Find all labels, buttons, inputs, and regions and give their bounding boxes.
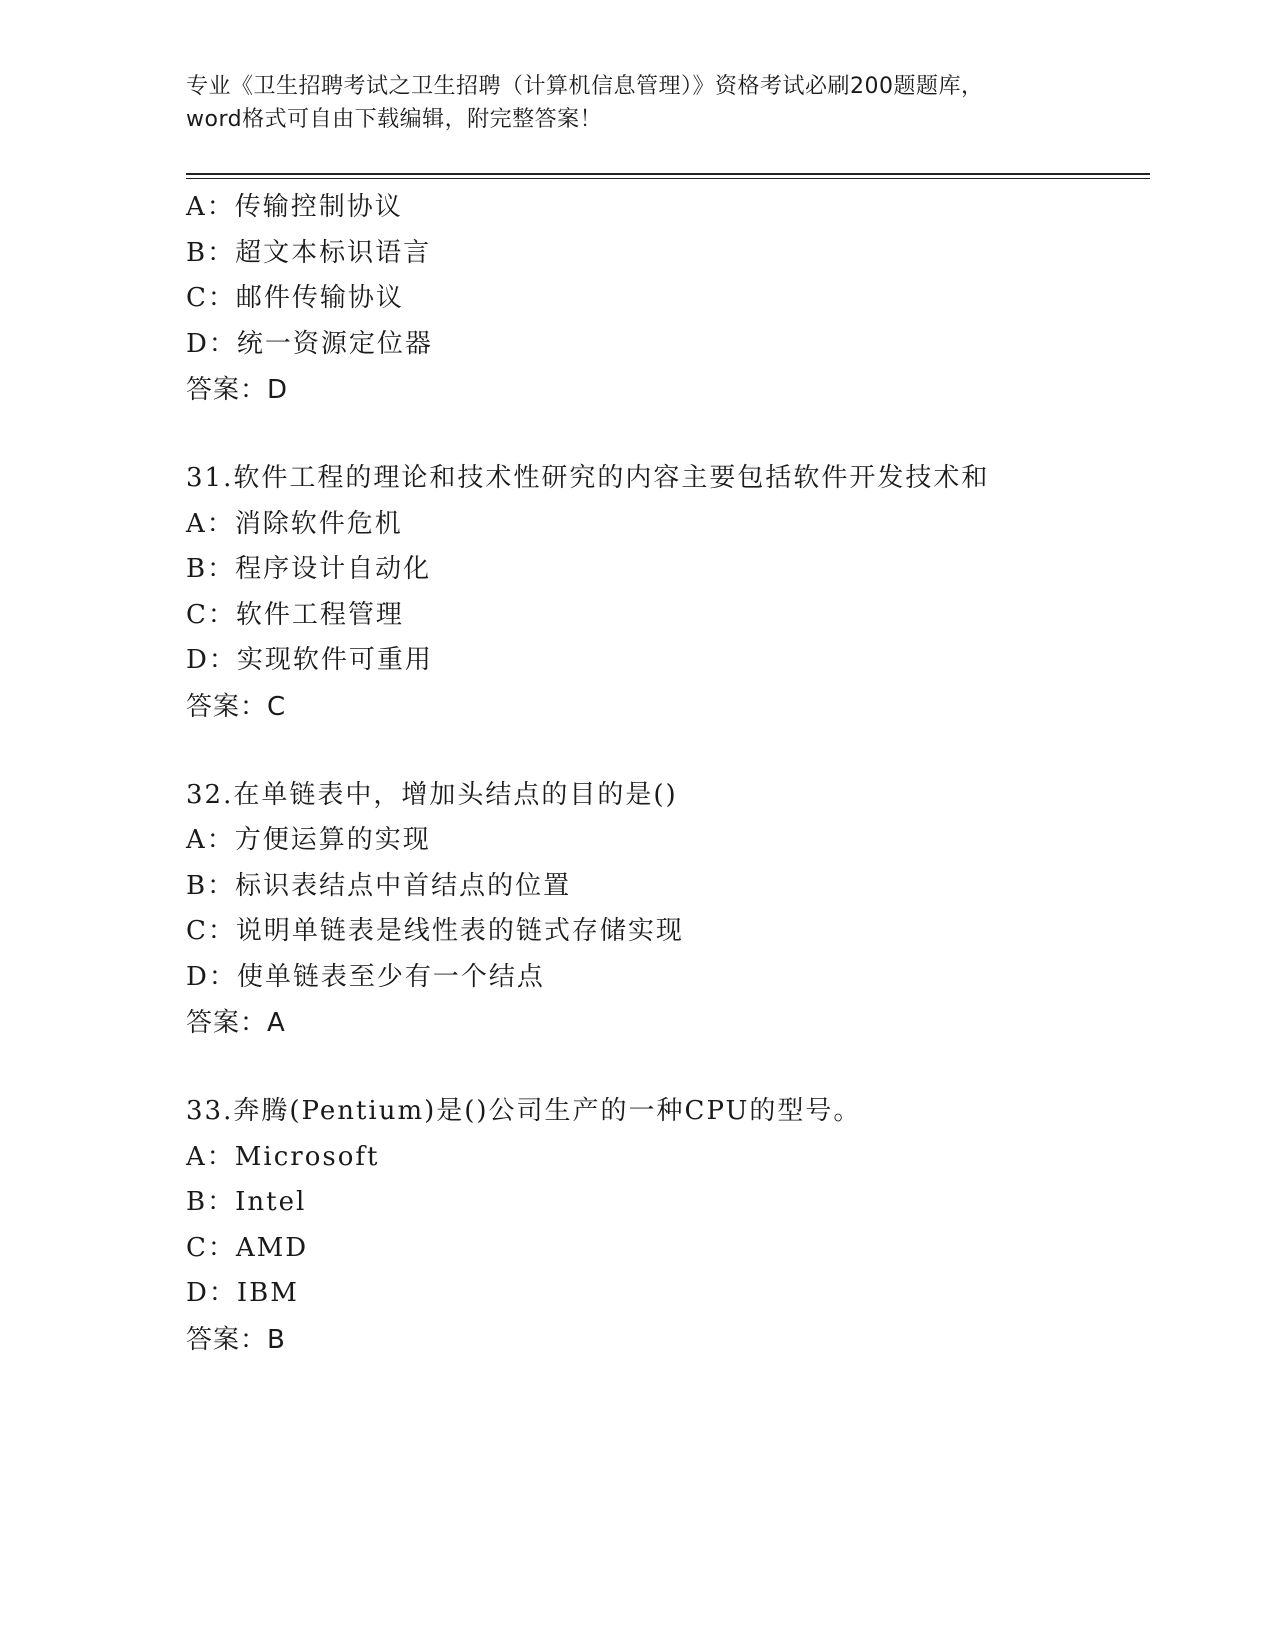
option-a: A：传输控制协议 bbox=[186, 192, 403, 222]
option-d: D：统一资源定位器 bbox=[186, 328, 433, 359]
question-stem: 33.奔腾(Pentium)是()公司生产的一种CPU的型号。 bbox=[186, 1096, 862, 1126]
option-d: D：使单链表至少有一个结点 bbox=[186, 961, 545, 992]
answer-line: 答案：C bbox=[186, 691, 287, 722]
option-d: D：IBM bbox=[186, 1278, 299, 1308]
document-header bbox=[186, 70, 1150, 136]
question-block-31 bbox=[186, 456, 1150, 730]
option-b: B：超文本标识语言 bbox=[186, 237, 432, 268]
option-a: A：消除软件危机 bbox=[186, 508, 403, 539]
option-a: A：方便运算的实现 bbox=[186, 825, 431, 855]
option-b: B：标识表结点中首结点的位置 bbox=[186, 870, 572, 901]
option-c: C：邮件传输协议 bbox=[186, 283, 404, 313]
answer-line: 答案：B bbox=[186, 1324, 286, 1355]
option-c: C：AMD bbox=[186, 1232, 309, 1263]
option-c: C：软件工程管理 bbox=[186, 599, 404, 630]
header-divider bbox=[186, 173, 1150, 179]
document-page bbox=[186, 70, 1150, 1363]
answer-line: 答案：D bbox=[186, 375, 289, 405]
option-a: A：Microsoft bbox=[186, 1141, 380, 1172]
question-block-32 bbox=[186, 773, 1150, 1047]
question-stem: 31.软件工程的理论和技术性研究的内容主要包括软件开发技术和 bbox=[186, 463, 990, 493]
question-stem: 32.在单链表中，增加头结点的目的是() bbox=[186, 779, 678, 810]
answer-line: 答案：A bbox=[186, 1008, 286, 1038]
question-block-33 bbox=[186, 1089, 1150, 1363]
option-b: B：Intel bbox=[186, 1187, 307, 1217]
option-b: B：程序设计自动化 bbox=[186, 554, 432, 584]
option-c: C：说明单链表是线性表的链式存储实现 bbox=[186, 916, 684, 946]
header-line-2: word格式可自由下载编辑，附完整答案！ bbox=[186, 107, 603, 132]
header-line-1: 专业《卫生招聘考试之卫生招聘（计算机信息管理）》资格考试必刷200题题库， bbox=[186, 74, 984, 99]
option-d: D：实现软件可重用 bbox=[186, 645, 433, 675]
question-block-prev bbox=[186, 185, 1150, 413]
